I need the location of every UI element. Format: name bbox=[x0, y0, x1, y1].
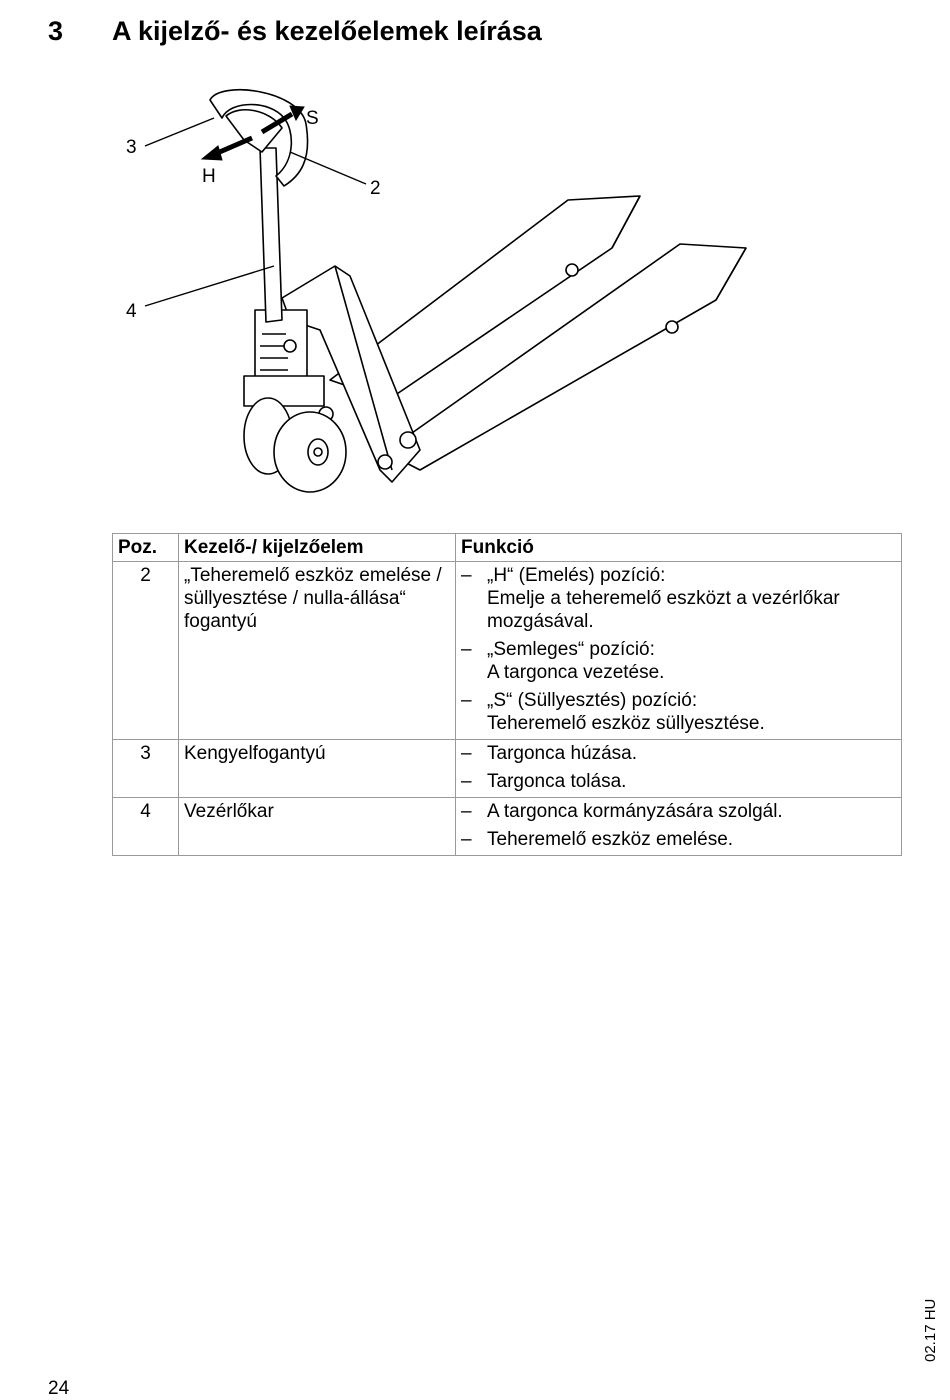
pallet-truck-illustration bbox=[118, 76, 758, 501]
callout-2: 2 bbox=[370, 178, 381, 199]
document-version: 02.17 HU bbox=[922, 1298, 939, 1362]
arrow-label-lift: H bbox=[202, 166, 216, 187]
function-list bbox=[461, 742, 896, 793]
function-list bbox=[461, 800, 896, 851]
header-function: Funkció bbox=[456, 534, 902, 562]
header-pos: Poz. bbox=[113, 534, 179, 562]
section-title: A kijelző- és kezelőelemek leírása bbox=[112, 16, 542, 46]
function-item: – „H“ (Emelés) pozíció: Emelje a teheremelő eszközt a vezérlőkar mozgásával. bbox=[461, 565, 840, 632]
function-item: – „S“ (Süllyesztés) pozíció: Teheremelő eszköz süllyesztése. bbox=[461, 690, 765, 734]
arrow-label-lower: S bbox=[306, 108, 319, 129]
controls-table bbox=[112, 533, 902, 856]
table-row bbox=[113, 798, 902, 856]
cell-pos: 2 bbox=[113, 562, 179, 740]
cell-pos: 3 bbox=[113, 740, 179, 798]
table-header-row bbox=[113, 534, 902, 562]
table-row bbox=[113, 740, 902, 798]
function-item: – Targonca tolása. bbox=[461, 771, 627, 792]
function-item: – Teheremelő eszköz emelése. bbox=[461, 829, 734, 850]
function-item: – „Semleges“ pozíció: A targonca vezetése. bbox=[461, 639, 665, 683]
cell-function bbox=[456, 740, 902, 798]
section-number: 3 bbox=[48, 16, 64, 46]
function-item: – A targonca kormányzására szolgál. bbox=[461, 801, 783, 822]
cell-element: Kengyelfogantyú bbox=[179, 740, 456, 798]
pallet-truck-drawing bbox=[118, 76, 758, 496]
cell-function bbox=[456, 798, 902, 856]
page-number: 24 bbox=[48, 1378, 70, 1399]
function-item: – Targonca húzása. bbox=[461, 743, 637, 764]
function-list bbox=[461, 564, 896, 735]
table-row bbox=[113, 562, 902, 740]
section-heading bbox=[48, 16, 542, 47]
cell-function bbox=[456, 562, 902, 740]
callout-3: 3 bbox=[126, 137, 137, 158]
header-element: Kezelő-/ kijelzőelem bbox=[179, 534, 456, 562]
cell-element: Vezérlőkar bbox=[179, 798, 456, 856]
cell-pos: 4 bbox=[113, 798, 179, 856]
cell-element: „Teheremelő eszköz emelése / süllyesztése / nulla-állása“ fogantyú bbox=[179, 562, 456, 740]
callout-4: 4 bbox=[126, 301, 137, 322]
